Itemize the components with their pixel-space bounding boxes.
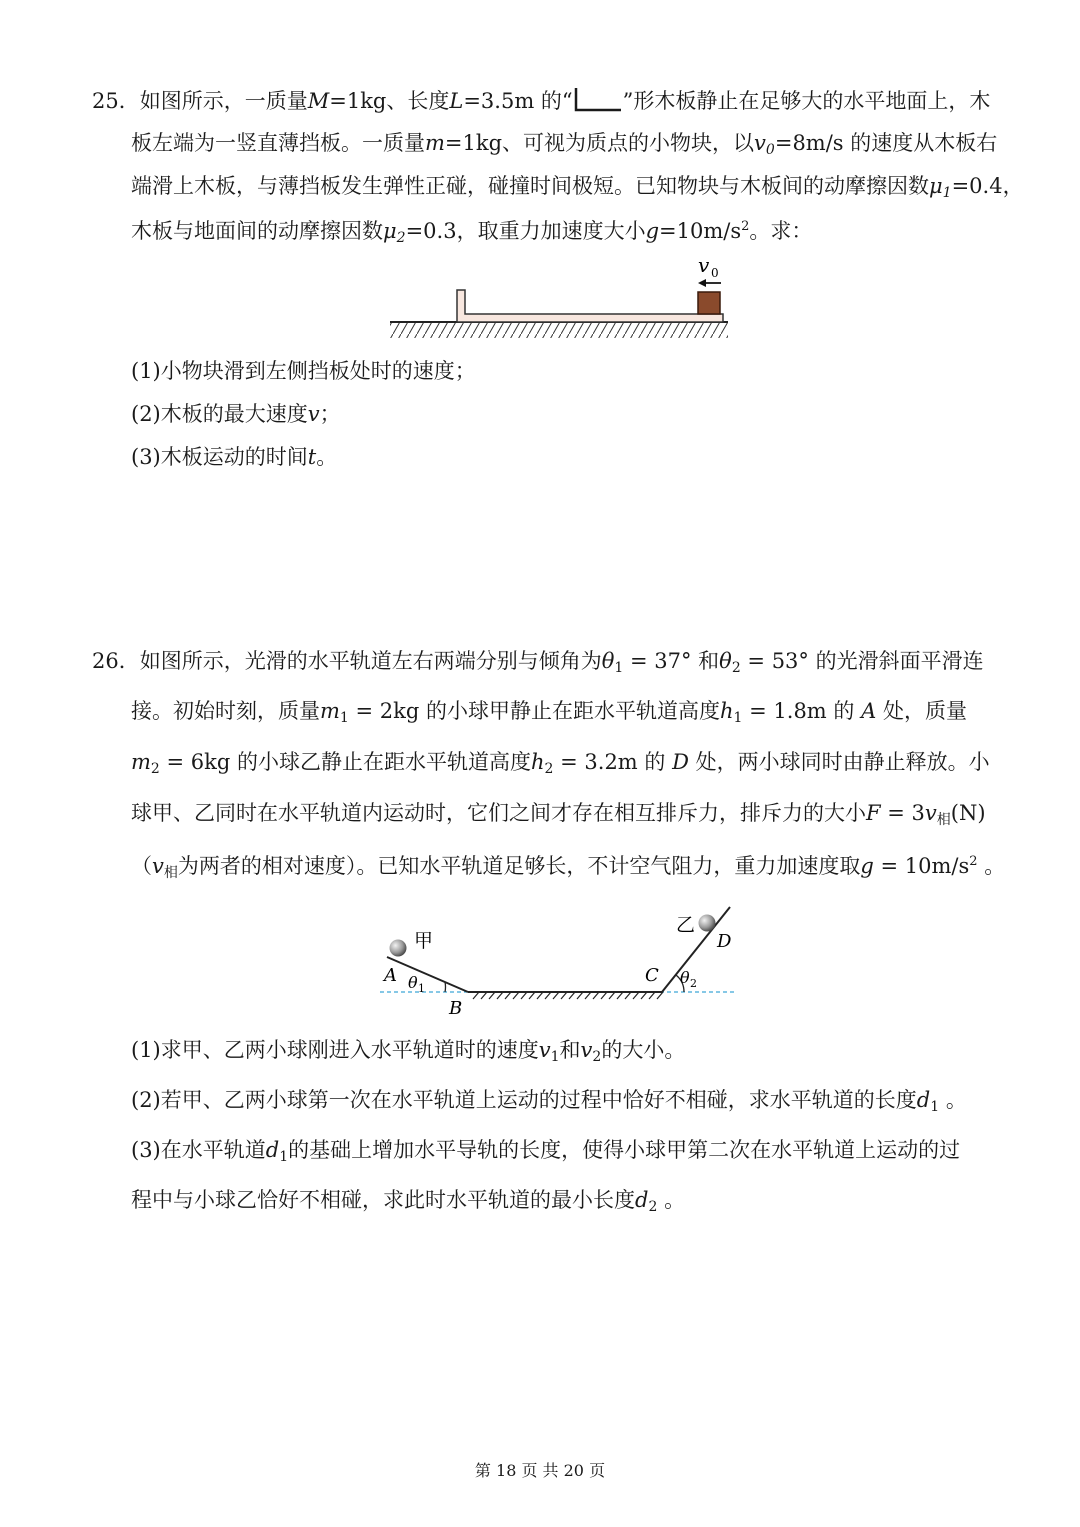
label-D: D xyxy=(717,931,732,952)
q26-part-3: (3)在水平轨道$d_1$的基础上增加水平导轨的长度，使得小球甲第二次在水平轨道上运动的过 xyxy=(131,1138,961,1165)
q26-diagram xyxy=(375,895,750,1025)
q26-line-4: 球甲、乙同时在水平轨道内运动时，它们之间才存在相互排斥力，排斥力的大小$F = 3v_相(N)$ xyxy=(131,801,986,828)
q25-line-3: 端滑上木板，与薄挡板发生弹性正碰，碰撞时间极短。已知物块与木板间的动摩擦因数$\mu_1=0.4$， xyxy=(131,174,1024,201)
track-hatching xyxy=(473,992,663,999)
v0-label-sub: 0 xyxy=(711,266,719,280)
label-C: C xyxy=(645,965,659,986)
q26-part-3-cont: 程中与小球乙恰好不相碰，求此时水平轨道的最小长度$d_2$ 。 xyxy=(131,1188,686,1215)
label-B: B xyxy=(449,998,463,1019)
q25-number: 25． xyxy=(92,89,140,113)
l-shaped-board xyxy=(457,290,723,322)
label-A: A xyxy=(384,965,397,986)
q26-number: 26． xyxy=(92,649,140,673)
q25-part-3: (3)木板运动的时间t。 xyxy=(131,445,338,469)
label-theta2: θ xyxy=(680,968,690,987)
v0-arrow-head xyxy=(698,279,706,287)
v0-label: v xyxy=(698,253,710,277)
label-theta2-sub: 2 xyxy=(690,977,697,990)
q26-line-1: 26．如图所示，光滑的水平轨道左右两端分别与倾角为$\theta_1 = 37^\circ$ 和$\theta_2 = 53^\circ$ 的光滑斜面平滑连 xyxy=(92,649,984,676)
q26-part-1: (1)求甲、乙两小球刚进入水平轨道时的速度$v_1$和$v_2$的大小。 xyxy=(131,1038,686,1065)
label-theta1-sub: 1 xyxy=(418,982,425,995)
page-footer: 第 18 页 共 20 页 xyxy=(474,1461,606,1480)
label-jia: 甲 xyxy=(414,930,434,952)
q25-line-1: 25．如图所示，一质量M=1kg、长度L=3.5m 的“ ”形木板静止在足够大的水平地面上，木 xyxy=(92,89,991,113)
q26-part-2: (2)若甲、乙两小球第一次在水平轨道上运动的过程中恰好不相碰，求水平轨道的长度$d_1$ 。 xyxy=(131,1088,967,1115)
q26-line-2: 接。初始时刻，质量$m_1 = 2kg$ 的小球甲静止在距水平轨道高度$h_1 = 1.8m$ 的 A 处，质量 xyxy=(131,699,967,726)
left-incline xyxy=(387,957,468,992)
q26-line-3: $m_2 = 6kg$ 的小球乙静止在距水平轨道高度$h_2 = 3.2m$ 的 D 处，两小球同时由静止释放。小 xyxy=(131,750,990,777)
theta1-arc xyxy=(445,982,446,992)
q25-diagram xyxy=(385,250,735,345)
small-block xyxy=(698,292,720,314)
q25-part-1: (1)小物块滑到左侧挡板处时的速度； xyxy=(131,359,476,383)
q25-part-2: (2)木板的最大速度v； xyxy=(131,402,341,426)
label-yi: 乙 xyxy=(676,914,696,936)
ground-hatching xyxy=(390,322,728,338)
ball-jia xyxy=(390,940,407,957)
label-theta1: θ xyxy=(408,973,418,992)
l-shape-board-icon xyxy=(573,88,623,112)
q26-line-5: （$v_相$为两者的相对速度）。已知水平轨道足够长，不计空气阻力，重力加速度取$g = 10m/s^2$ 。 xyxy=(131,854,1006,881)
ball-yi xyxy=(699,915,716,932)
q25-line-4: 木板与地面间的动摩擦因数$\mu_2=0.3$，取重力加速度大小$g=10m/s^2$。求： xyxy=(131,219,813,246)
q25-line-2: 板左端为一竖直薄挡板。一质量m=1kg、可视为质点的小物块，以$v_0=8m/s$ 的速度从木板右 xyxy=(131,131,998,158)
